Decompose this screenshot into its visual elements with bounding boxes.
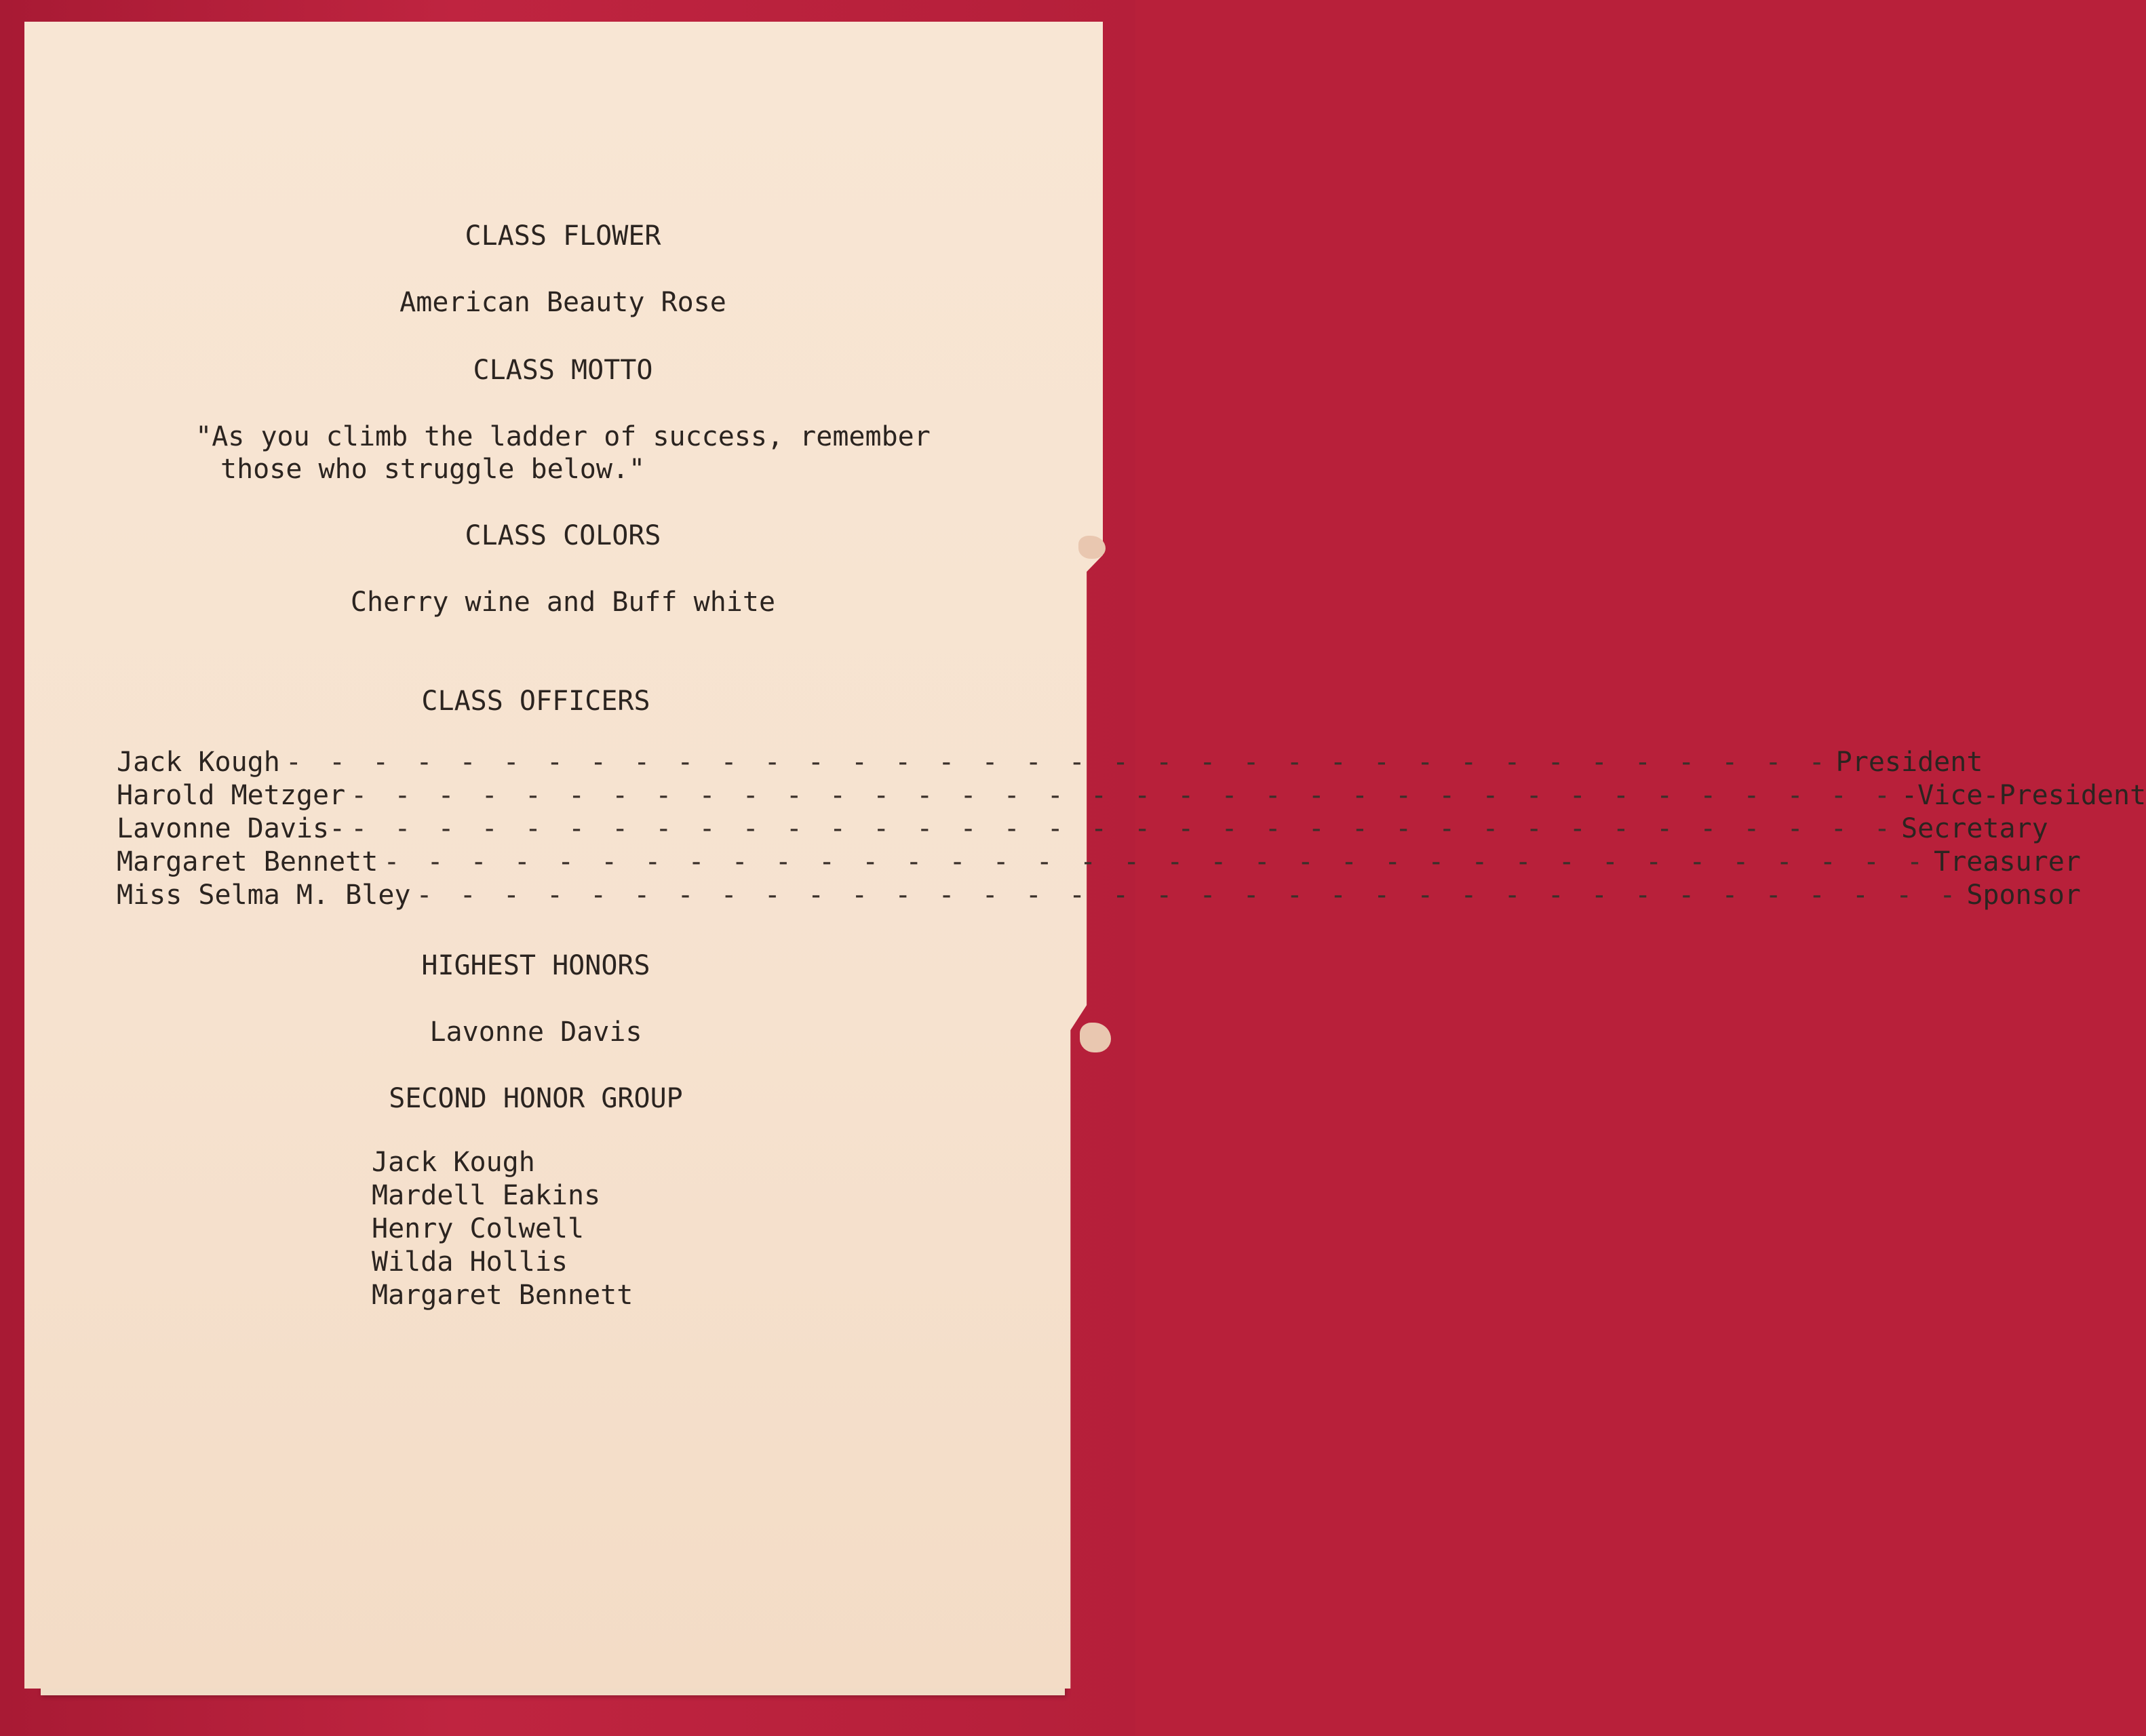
officer-name: Jack Kough [117, 747, 280, 778]
officer-name: Margaret Bennett [117, 846, 378, 877]
class-motto-line-2: those who struggle below." [220, 454, 646, 485]
officer-name: Lavonne Davis- [117, 813, 346, 844]
class-colors-heading: CLASS COLORS [465, 520, 661, 551]
dotted-leader: - - - - - - - - - - - - - - - - - - - - - - - - - - - - - - - - - - - - [383, 846, 1929, 877]
officer-title: Secretary [1900, 813, 2048, 844]
class-motto-line-1: "As you climb the ladder of success, remember [195, 421, 931, 452]
officer-row [117, 812, 2048, 846]
dotted-leader: - - - - - - - - - - - - - - - - - - - - - - - - - - - - - - - - - - - - [351, 780, 1896, 811]
class-officers-heading: CLASS OFFICERS [421, 686, 650, 717]
officer-name: Miss Selma M. Bley [117, 880, 411, 911]
list-item: Henry Colwell [372, 1213, 585, 1244]
officer-name: Harold Metzger [117, 780, 346, 811]
second-honor-group-heading: SECOND HONOR GROUP [389, 1083, 683, 1114]
officer-title: Sponsor [1966, 880, 2081, 911]
highest-honors-heading: HIGHEST HONORS [421, 950, 650, 981]
dotted-leader: - - - - - - - - - - - - - - - - - - - - - - - - - - - - - - - - - - - - [285, 747, 1831, 778]
list-item: Mardell Eakins [372, 1180, 601, 1211]
class-colors-value: Cherry wine and Buff white [350, 587, 776, 618]
class-flower-heading: CLASS FLOWER [465, 220, 661, 252]
list-item: Wilda Hollis [372, 1246, 568, 1278]
officer-title: -Vice-President [1900, 780, 2146, 811]
officers-list [117, 746, 2146, 912]
officer-title: Treasurer [1934, 846, 2081, 877]
class-motto-heading: CLASS MOTTO [473, 355, 653, 386]
officer-row [117, 779, 2146, 812]
dotted-leader: - - - - - - - - - - - - - - - - - - - - - - - - - - - - - - - - - - - - [351, 813, 1896, 844]
dotted-leader: - - - - - - - - - - - - - - - - - - - - - - - - - - - - - - - - - - - - [416, 880, 1962, 911]
officer-row [117, 746, 1983, 779]
second-honor-group-list [372, 1146, 633, 1312]
list-item: Margaret Bennett [372, 1280, 633, 1311]
officer-title: President [1835, 747, 1983, 778]
list-item: Jack Kough [372, 1147, 535, 1178]
officer-row [117, 846, 2081, 879]
officer-row [117, 879, 2081, 912]
class-flower-value: American Beauty Rose [399, 287, 726, 318]
highest-honors-value: Lavonne Davis [429, 1017, 642, 1048]
